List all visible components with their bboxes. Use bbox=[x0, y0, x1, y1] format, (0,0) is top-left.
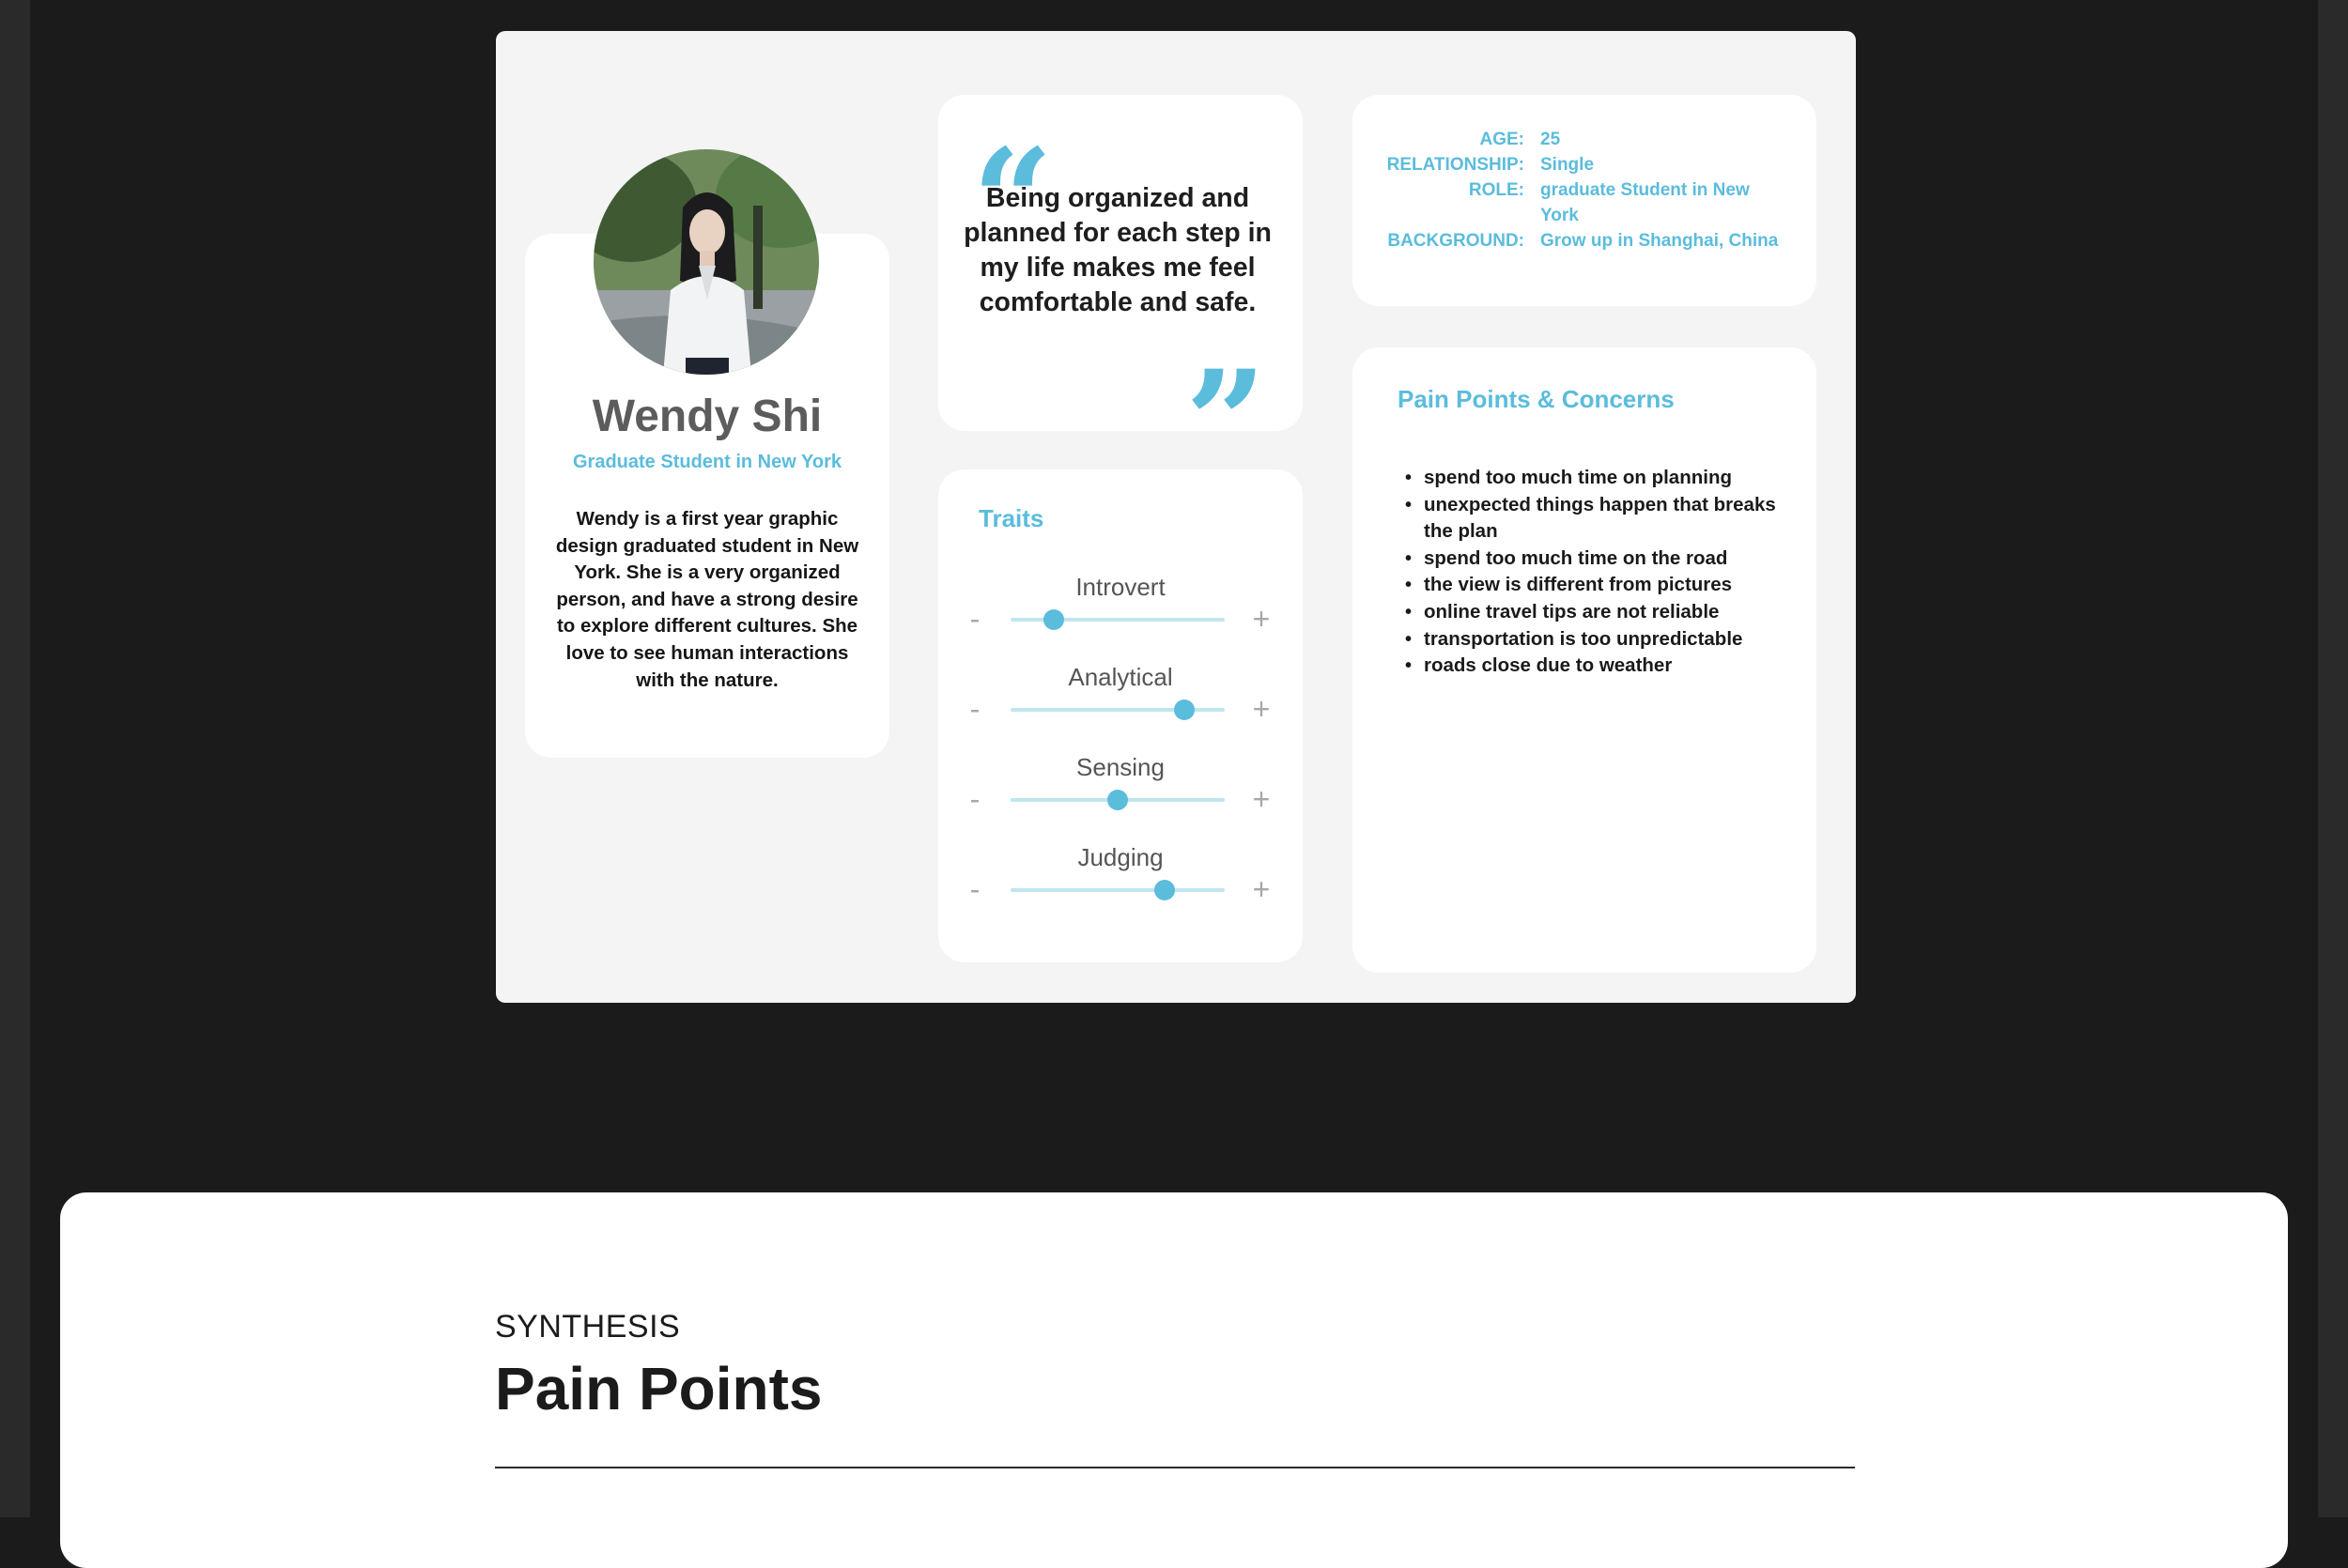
slider-knob bbox=[1174, 699, 1195, 720]
persona-role: Graduate Student in New York bbox=[573, 452, 842, 472]
info-key: RELATIONSHIP: bbox=[1386, 155, 1524, 175]
traits-title: Traits bbox=[979, 504, 1044, 532]
list-item: • spend too much time on the road bbox=[1405, 546, 1800, 573]
minus-icon: - bbox=[969, 782, 981, 816]
page-gutter-left bbox=[0, 0, 30, 1517]
plus-icon: + bbox=[1252, 872, 1271, 906]
info-row-role bbox=[1352, 177, 1816, 225]
list-item: • spend too much time on planning bbox=[1405, 465, 1800, 492]
section-title: Pain Points bbox=[495, 1355, 823, 1422]
trait-slider-analytical bbox=[1011, 708, 1225, 712]
minus-icon: - bbox=[969, 872, 981, 906]
minus-icon: - bbox=[969, 692, 981, 726]
list-item: • the view is different from pictures bbox=[1405, 572, 1800, 599]
list-item: • online travel tips are not reliable bbox=[1405, 599, 1800, 626]
plus-icon: + bbox=[1252, 692, 1271, 726]
persona-board bbox=[496, 31, 1856, 1003]
info-key: BACKGROUND: bbox=[1387, 231, 1524, 251]
quote-close-icon: ” bbox=[1185, 352, 1267, 437]
info-row-age bbox=[1352, 127, 1816, 152]
minus-icon: - bbox=[969, 602, 981, 636]
trait-slider-introvert bbox=[1011, 618, 1225, 622]
info-row-background bbox=[1352, 228, 1816, 254]
list-item: • roads close due to weather bbox=[1405, 653, 1800, 680]
plus-icon: + bbox=[1252, 782, 1271, 816]
info-key: ROLE: bbox=[1468, 180, 1524, 200]
trait-slider-judging bbox=[1011, 888, 1225, 892]
slider-knob bbox=[1043, 609, 1064, 630]
info-value: 25 bbox=[1540, 130, 1561, 149]
slider-knob bbox=[1154, 880, 1175, 900]
trait-label-analytical: Analytical bbox=[1068, 663, 1173, 691]
page-gutter-right bbox=[2318, 0, 2348, 1517]
quote-open-icon: “ bbox=[972, 131, 1054, 215]
trait-label-sensing: Sensing bbox=[1076, 753, 1165, 781]
persona-avatar bbox=[594, 149, 819, 375]
slider-knob bbox=[1107, 790, 1128, 810]
info-key: AGE: bbox=[1479, 130, 1524, 149]
info-value: Single bbox=[1540, 155, 1595, 175]
list-item: • transportation is too unpredictable bbox=[1405, 626, 1800, 653]
section-divider bbox=[495, 1467, 1855, 1468]
info-value: graduate Student in New York bbox=[1540, 180, 1750, 225]
pain-points-list bbox=[1405, 465, 1800, 680]
plus-icon: + bbox=[1252, 602, 1271, 636]
trait-slider-sensing bbox=[1011, 798, 1225, 802]
persona-quote: Being organized and planned for each step in my life makes me feel comfortable and safe. bbox=[964, 183, 1272, 317]
section-eyebrow: SYNTHESIS bbox=[495, 1309, 681, 1345]
trait-label-introvert: Introvert bbox=[1075, 573, 1166, 601]
trait-label-judging: Judging bbox=[1077, 843, 1164, 871]
info-value: Grow up in Shanghai, China bbox=[1540, 231, 1779, 251]
list-item: • unexpected things happen that breaks the plan bbox=[1405, 492, 1800, 546]
info-row-relationship bbox=[1352, 152, 1816, 177]
pain-points-title: Pain Points & Concerns bbox=[1398, 385, 1675, 413]
synthesis-section bbox=[60, 1192, 2288, 1568]
persona-bio: Wendy is a first year graphic design graduated student in New York. She is a very organized person, and have a strong desire to explore different cultures. She love to see human interactions with the nature. bbox=[555, 508, 859, 691]
persona-name: Wendy Shi bbox=[592, 392, 823, 441]
